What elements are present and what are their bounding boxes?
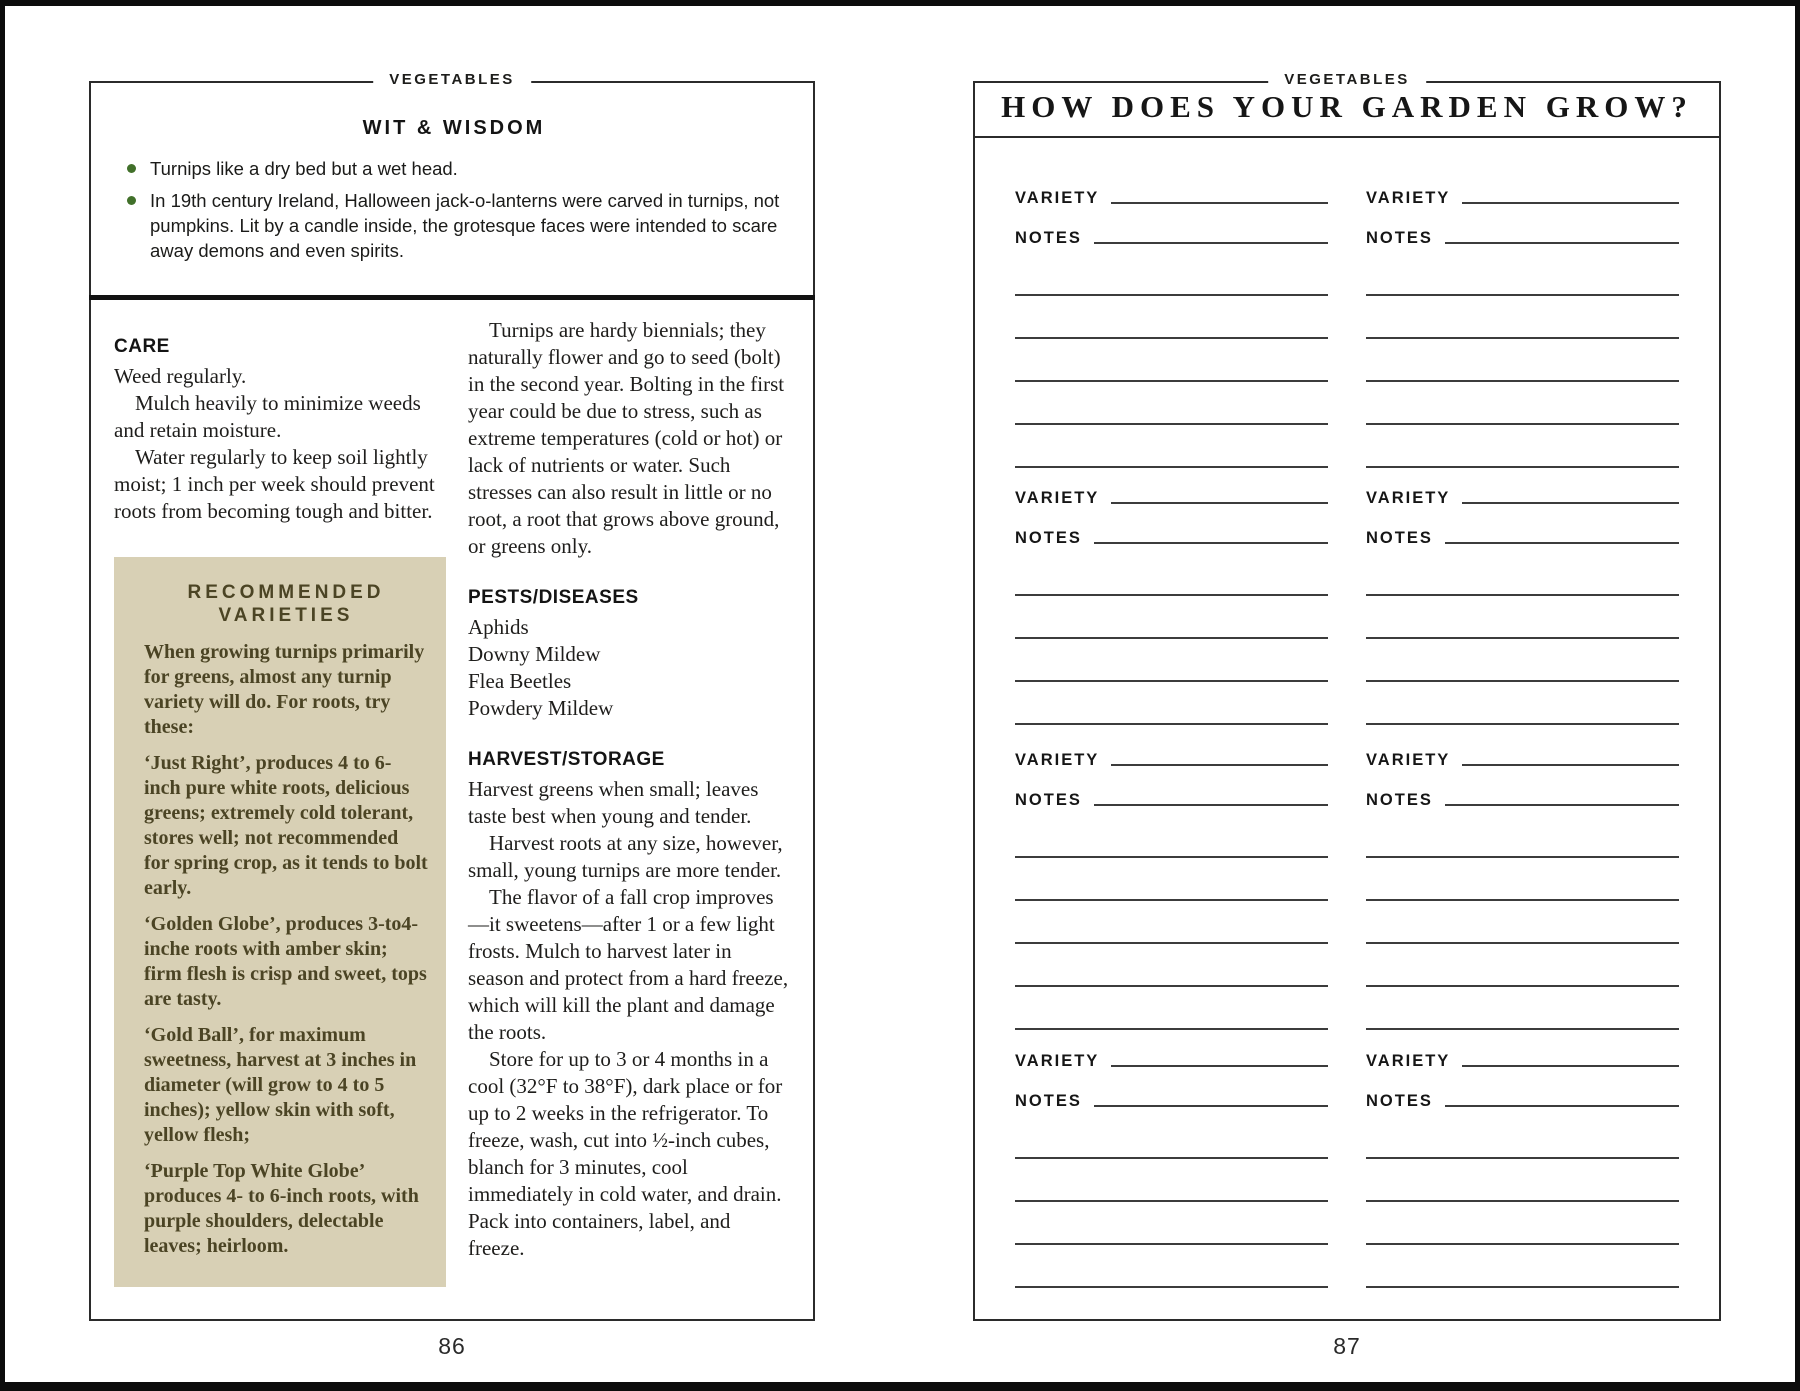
left-page-box bbox=[89, 71, 815, 1321]
bullet-dot-icon bbox=[127, 196, 136, 205]
fill-in-line bbox=[1366, 425, 1679, 468]
right-page-box bbox=[973, 71, 1721, 1321]
notes-label-row bbox=[1015, 507, 1328, 547]
fill-in-line bbox=[1015, 339, 1328, 382]
notes-label-row bbox=[1015, 207, 1328, 247]
variety-label-row bbox=[1366, 1034, 1679, 1070]
notes-label: NOTES bbox=[1015, 228, 1082, 247]
fill-in-line bbox=[1015, 682, 1328, 725]
fill-in-line bbox=[1366, 247, 1679, 296]
list-item bbox=[127, 156, 787, 181]
paragraph: ‘Gold Ball’, for maximum sweetness, harvest at 3 inches in diameter (will grow to 4 to 5 inches); yellow skin with soft, yellow flesh; bbox=[144, 1024, 417, 1146]
notes-label-row bbox=[1366, 1070, 1679, 1110]
fill-in-line bbox=[1366, 682, 1679, 725]
paragraph: Mulch heavily to minimize weeds and retain moisture. bbox=[114, 391, 421, 442]
bullet-text: Turnips like a dry bed but a wet head. bbox=[150, 158, 458, 179]
paragraph: Store for up to 3 or 4 months in a cool (32°F to 38°F), dark place or for up to 2 weeks in the refrigerator. To freeze, wash, cut into ½-inch cubes, blanch for 3 minutes, cool immediately in cold water, and drain. Pack into containers, label, and freeze. bbox=[468, 1047, 783, 1260]
fill-in-line bbox=[1445, 1105, 1679, 1107]
variety-label: VARIETY bbox=[1015, 750, 1100, 769]
fill-in-line bbox=[1366, 639, 1679, 682]
fill-in-line bbox=[1015, 639, 1328, 682]
paragraph: ‘Just Right’, produces 4 to 6-inch pure white roots, delicious greens; extremely cold tolerant, stores well; not recommended for spring crop, as it tends to bolt early. bbox=[144, 752, 428, 899]
fill-in-line bbox=[1015, 1202, 1328, 1245]
variety-label: VARIETY bbox=[1015, 188, 1100, 207]
notes-label: NOTES bbox=[1366, 228, 1433, 247]
title-divider bbox=[973, 136, 1721, 138]
section-label-right: VEGETABLES bbox=[1268, 71, 1426, 88]
fill-in-line bbox=[1462, 502, 1679, 504]
variety-label-row bbox=[1015, 171, 1328, 207]
variety-label-row bbox=[1015, 733, 1328, 769]
page-number-right: 87 bbox=[1333, 1333, 1361, 1359]
variety-label-row bbox=[1015, 471, 1328, 507]
variety-block bbox=[1366, 733, 1679, 1030]
variety-label: VARIETY bbox=[1366, 188, 1451, 207]
article-columns bbox=[114, 317, 790, 1319]
fill-in-line bbox=[1015, 425, 1328, 468]
recommended-varieties-title: RECOMMENDED VARIETIES bbox=[187, 582, 385, 626]
fill-in-line bbox=[1445, 542, 1679, 544]
paragraph: Weed regularly. bbox=[114, 364, 247, 388]
pest-item: Powdery Mildew bbox=[468, 696, 614, 720]
left-page bbox=[89, 71, 815, 1359]
fill-in-line bbox=[1094, 542, 1328, 544]
notes-label-row bbox=[1366, 769, 1679, 809]
fill-in-line bbox=[1462, 1065, 1679, 1067]
fill-in-line bbox=[1094, 804, 1328, 806]
variety-label: VARIETY bbox=[1015, 1051, 1100, 1070]
fill-in-line bbox=[1015, 809, 1328, 858]
section-label-left: VEGETABLES bbox=[373, 71, 531, 88]
fill-in-line bbox=[1445, 804, 1679, 806]
book-spread bbox=[5, 6, 1795, 1382]
paragraph: Harvest roots at any size, however, small, young turnips are more tender. bbox=[468, 831, 783, 882]
fill-in-line bbox=[1366, 296, 1679, 339]
variety-block bbox=[1015, 471, 1328, 725]
fill-in-line bbox=[1366, 382, 1679, 425]
article-column-left bbox=[114, 317, 446, 1319]
notes-label-row bbox=[1015, 1070, 1328, 1110]
fill-in-line bbox=[1462, 764, 1679, 766]
page-number-left: 86 bbox=[438, 1333, 466, 1359]
right-page bbox=[973, 71, 1721, 1359]
wit-wisdom-title: WIT & WISDOM bbox=[362, 117, 546, 139]
pests-heading: PESTS/DISEASES bbox=[468, 587, 639, 608]
fill-in-line bbox=[1015, 296, 1328, 339]
fill-in-line bbox=[1366, 547, 1679, 596]
variety-label-row bbox=[1366, 171, 1679, 207]
wit-wisdom-list bbox=[121, 156, 787, 263]
bullet-dot-icon bbox=[127, 164, 136, 173]
pest-item: Aphids bbox=[468, 615, 529, 639]
fill-in-line bbox=[1366, 596, 1679, 639]
fill-in-line bbox=[1366, 901, 1679, 944]
notes-label: NOTES bbox=[1366, 1091, 1433, 1110]
variety-block-row bbox=[1015, 471, 1679, 725]
fill-in-line bbox=[1366, 1159, 1679, 1202]
variety-block bbox=[1366, 171, 1679, 468]
harvest-heading: HARVEST/STORAGE bbox=[468, 749, 665, 770]
variety-block bbox=[1015, 733, 1328, 1030]
variety-block bbox=[1366, 1034, 1679, 1288]
fill-in-line bbox=[1015, 547, 1328, 596]
paragraph: Water regularly to keep soil lightly moist; 1 inch per week should prevent roots from becoming tough and bitter. bbox=[114, 445, 435, 523]
fill-in-line bbox=[1366, 944, 1679, 987]
notes-label: NOTES bbox=[1015, 1091, 1082, 1110]
paragraph: ‘Purple Top White Globe’ produces 4- to 6-inch roots, with purple shoulders, delectable leaves; heirloom. bbox=[144, 1160, 419, 1257]
variety-block-row bbox=[1015, 1034, 1679, 1288]
notes-label-row bbox=[1366, 207, 1679, 247]
notes-label-row bbox=[1015, 769, 1328, 809]
fill-in-line bbox=[1445, 242, 1679, 244]
paragraph: Harvest greens when small; leaves taste best when young and tender. bbox=[468, 777, 759, 828]
variety-block bbox=[1015, 171, 1328, 468]
paragraph: ‘Golden Globe’, produces 3-to4-inche roots with amber skin; firm flesh is crisp and sweet, tops are tasty. bbox=[144, 913, 427, 1010]
variety-label-row bbox=[1015, 1034, 1328, 1070]
fill-in-line bbox=[1015, 1159, 1328, 1202]
fill-in-line bbox=[1366, 987, 1679, 1030]
fill-in-line bbox=[1015, 944, 1328, 987]
list-item bbox=[127, 188, 787, 263]
fill-in-line bbox=[1015, 987, 1328, 1030]
page-title: HOW DOES YOUR GARDEN GROW? bbox=[1001, 89, 1693, 124]
variety-block-row bbox=[1015, 733, 1679, 1030]
fill-in-line bbox=[1015, 1245, 1328, 1288]
variety-label: VARIETY bbox=[1366, 1051, 1451, 1070]
recommended-varieties-box bbox=[114, 557, 446, 1287]
fill-in-line bbox=[1094, 1105, 1328, 1107]
fill-in-line bbox=[1366, 339, 1679, 382]
variety-block bbox=[1366, 471, 1679, 725]
fill-in-line bbox=[1015, 858, 1328, 901]
fill-in-line bbox=[1366, 809, 1679, 858]
fill-in-line bbox=[1111, 764, 1328, 766]
variety-label-row bbox=[1366, 733, 1679, 769]
fill-in-line bbox=[1015, 596, 1328, 639]
care-heading: CARE bbox=[114, 336, 170, 357]
paragraph: The flavor of a fall crop improves—it sweetens—after 1 or a few light frosts. Mulch to harvest later in season and protect from a hard freeze, which will kill the plant and damage the roots. bbox=[468, 885, 789, 1044]
fill-in-line bbox=[1366, 1202, 1679, 1245]
fill-in-line bbox=[1111, 502, 1328, 504]
paragraph: Turnips are hardy biennials; they naturally flower and go to seed (bolt) in the second year. Bolting in the first year could be due to stress, such as extreme temperatures (cold or hot) or lack of nutrients or water. Such stresses can also result in little or no root, a root that grows above ground, or greens only. bbox=[468, 318, 785, 558]
notes-label: NOTES bbox=[1015, 790, 1082, 809]
paragraph: When growing turnips primarily for greens, almost any turnip variety will do. For roots, try these: bbox=[144, 641, 425, 738]
notes-label: NOTES bbox=[1366, 528, 1433, 547]
notes-label-row bbox=[1366, 507, 1679, 547]
variety-label: VARIETY bbox=[1015, 488, 1100, 507]
fill-in-line bbox=[1111, 1065, 1328, 1067]
fill-in-line bbox=[1366, 858, 1679, 901]
variety-label: VARIETY bbox=[1366, 488, 1451, 507]
variety-block-row bbox=[1015, 171, 1679, 468]
fill-in-line bbox=[1366, 1110, 1679, 1159]
variety-label: VARIETY bbox=[1366, 750, 1451, 769]
notes-label: NOTES bbox=[1366, 790, 1433, 809]
fill-in-line bbox=[1366, 1245, 1679, 1288]
variety-block bbox=[1015, 1034, 1328, 1288]
article-column-right bbox=[468, 317, 790, 1319]
fill-in-line bbox=[1015, 247, 1328, 296]
fill-in-line bbox=[1015, 901, 1328, 944]
fill-in-line bbox=[1015, 1110, 1328, 1159]
pest-item: Flea Beetles bbox=[468, 669, 572, 693]
pest-item: Downy Mildew bbox=[468, 642, 601, 666]
fill-in-line bbox=[1015, 382, 1328, 425]
section-divider bbox=[89, 295, 815, 300]
fill-in-line bbox=[1111, 202, 1328, 204]
wit-wisdom-section bbox=[121, 101, 787, 270]
notes-label: NOTES bbox=[1015, 528, 1082, 547]
variety-label-row bbox=[1366, 471, 1679, 507]
fill-in-line bbox=[1094, 242, 1328, 244]
bullet-text: In 19th century Ireland, Halloween jack-o-lanterns were carved in turnips, not pumpkins. Lit by a candle inside, the grotesque faces were intended to scare away demons and even spirits. bbox=[150, 190, 780, 261]
fill-in-line bbox=[1462, 202, 1679, 204]
